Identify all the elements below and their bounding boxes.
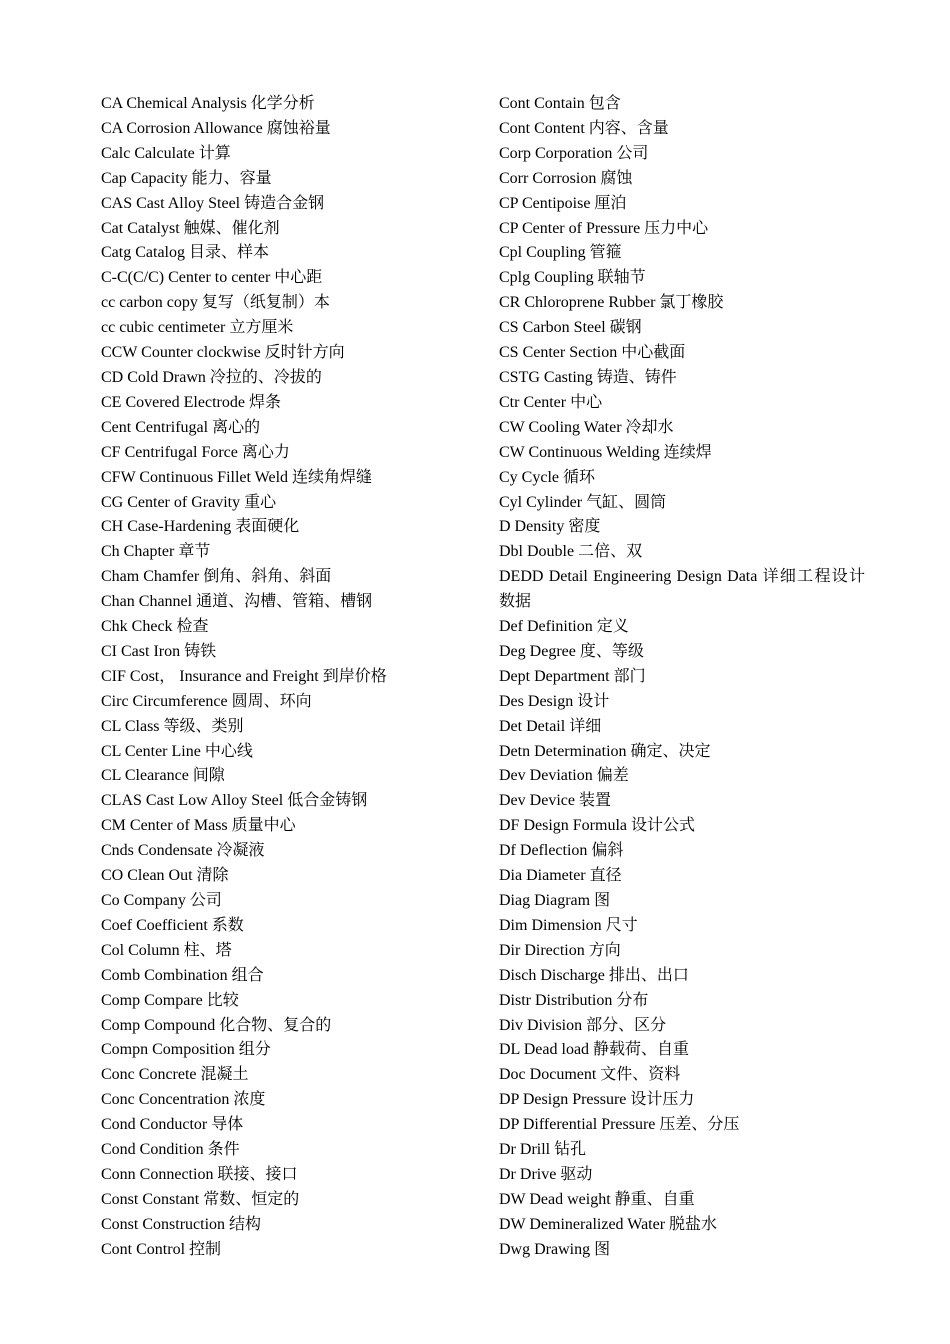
glossary-entry: Cond Conductor 导体 <box>101 1116 244 1134</box>
glossary-entry: Diag Diagram 图 <box>499 892 611 909</box>
glossary-entry: CF Centrifugal Force 离心力 <box>101 443 290 461</box>
glossary-entry: Co Company 公司 <box>101 892 222 909</box>
glossary-entry: Comb Combination 组合 <box>101 966 264 984</box>
glossary-entry: CL Class 等级、类别 <box>101 717 244 735</box>
glossary-entry: Cap Capacity 能力、容量 <box>101 169 272 187</box>
glossary-entry: Cpl Coupling 管箍 <box>499 244 622 262</box>
glossary-entry: Dwg Drawing 图 <box>499 1240 611 1258</box>
glossary-entry: Df Deflection 偏斜 <box>499 842 624 860</box>
glossary-entry: Cplg Coupling 联轴节 <box>499 269 646 287</box>
glossary-entry: CD Cold Drawn 冷拉的、冷拔的 <box>101 368 322 386</box>
glossary-entry: Detn Determination 确定、决定 <box>499 742 711 760</box>
glossary-entry: CE Covered Electrode 焊条 <box>101 393 281 411</box>
glossary-entry: Dia Diameter 直径 <box>499 867 622 885</box>
glossary-entry: CH Case-Hardening 表面硬化 <box>101 518 300 536</box>
glossary-entry: Corr Corrosion 腐蚀 <box>499 169 633 187</box>
glossary-entry: Compn Composition 组分 <box>101 1041 271 1059</box>
glossary-entry: D Density 密度 <box>499 518 601 536</box>
glossary-entry: CA Corrosion Allowance 腐蚀裕量 <box>101 119 331 137</box>
glossary-entry: CLAS Cast Low Alloy Steel 低合金铸钢 <box>101 792 368 810</box>
glossary-entry: Chan Channel 通道、沟槽、管箱、槽钢 <box>101 593 373 611</box>
right-column <box>499 92 865 1263</box>
glossary-entry: Div Division 部分、区分 <box>499 1016 667 1034</box>
glossary-entry: CG Center of Gravity 重心 <box>101 493 277 511</box>
glossary-entry: Const Constant 常数、恒定的 <box>101 1190 300 1208</box>
glossary-entry: DF Design Formula 设计公式 <box>499 817 696 835</box>
glossary-entry: CCW Counter clockwise 反时针方向 <box>101 344 345 362</box>
glossary-entry: DEDD Detail Engineering Design Data 详细工程设计数据 <box>499 568 865 611</box>
glossary-entry: CAS Cast Alloy Steel 铸造合金钢 <box>101 194 325 212</box>
glossary-entry: Cat Catalyst 触媒、催化剂 <box>101 219 280 237</box>
glossary-entry: Dev Deviation 偏差 <box>499 767 629 785</box>
glossary-entry: Dim Dimension 尺寸 <box>499 916 638 934</box>
glossary-entry: CP Centipoise 厘泊 <box>499 194 627 212</box>
glossary-entry: DP Differential Pressure 压差、分压 <box>499 1116 740 1134</box>
glossary-entry: Deg Degree 度、等级 <box>499 642 644 660</box>
glossary-entry: Conc Concentration 浓度 <box>101 1091 266 1109</box>
glossary-entry: cc carbon copy 复写（纸复制）本 <box>101 294 330 312</box>
glossary-entry: CR Chloroprene Rubber 氯丁橡胶 <box>499 294 724 312</box>
glossary-entry: Catg Catalog 目录、样本 <box>101 244 269 262</box>
glossary-entry: Col Column 柱、塔 <box>101 941 232 959</box>
glossary-entry: Dr Drill 钻孔 <box>499 1141 587 1159</box>
glossary-entry: Def Definition 定义 <box>499 618 629 636</box>
glossary-entry: Ctr Center 中心 <box>499 393 603 411</box>
glossary-entry: Dev Device 装置 <box>499 792 611 810</box>
glossary-entry: Dir Direction 方向 <box>499 941 621 959</box>
glossary-entry: CS Carbon Steel 碳钢 <box>499 319 642 337</box>
glossary-entry: Comp Compare 比较 <box>101 991 239 1009</box>
glossary-entry: cc cubic centimeter 立方厘米 <box>101 319 294 337</box>
glossary-entry: Dbl Double 二倍、双 <box>499 543 643 561</box>
glossary-entry: Cnds Condensate 冷凝液 <box>101 842 265 860</box>
glossary-entry: Corp Corporation 公司 <box>499 144 649 162</box>
glossary-entry: Dr Drive 驱动 <box>499 1165 593 1183</box>
glossary-entry: CW Continuous Welding 连续焊 <box>499 443 712 461</box>
glossary-entry: CSTG Casting 铸造、铸件 <box>499 368 677 386</box>
glossary-entry: Dept Department 部门 <box>499 667 646 685</box>
glossary-entry: CL Clearance 间隙 <box>101 767 225 785</box>
glossary-entry: CIF Cost， Insurance and Freight 到岸价格 <box>101 667 387 685</box>
glossary-entry: Conc Concrete 混凝土 <box>101 1066 249 1084</box>
glossary-entry: C-C(C/C) Center to center 中心距 <box>101 269 323 287</box>
glossary-entry: Coef Coefficient 系数 <box>101 916 244 934</box>
glossary-entry: CL Center Line 中心线 <box>101 742 253 760</box>
glossary-entry: Det Detail 详细 <box>499 717 602 735</box>
glossary-entry: CFW Continuous Fillet Weld 连续角焊缝 <box>101 468 373 486</box>
glossary-entry: CP Center of Pressure 压力中心 <box>499 219 709 237</box>
left-column <box>101 92 481 1263</box>
glossary-entry: DP Design Pressure 设计压力 <box>499 1091 695 1109</box>
glossary-entry: CI Cast Iron 铸铁 <box>101 642 217 660</box>
glossary-entry: CM Center of Mass 质量中心 <box>101 817 296 835</box>
glossary-entry: Cont Control 控制 <box>101 1240 222 1258</box>
glossary-entry: Cy Cycle 循环 <box>499 468 595 486</box>
glossary-entry: CS Center Section 中心截面 <box>499 344 686 362</box>
glossary-entry: CA Chemical Analysis 化学分析 <box>101 95 315 112</box>
glossary-entry: Cond Condition 条件 <box>101 1141 240 1159</box>
glossary-entry: Chk Check 检查 <box>101 618 209 636</box>
glossary-entry: Const Construction 结构 <box>101 1215 262 1233</box>
glossary-entry: Des Design 设计 <box>499 692 610 710</box>
glossary-entry: CO Clean Out 清除 <box>101 867 229 885</box>
glossary-entry: Cyl Cylinder 气缸、圆筒 <box>499 493 667 511</box>
glossary-entry: Disch Discharge 排出、出口 <box>499 966 689 984</box>
glossary-entry: Cent Centrifugal 离心的 <box>101 418 261 436</box>
glossary-entry: DW Demineralized Water 脱盐水 <box>499 1215 718 1233</box>
glossary-entry: Distr Distribution 分布 <box>499 991 649 1009</box>
glossary-entry: Doc Document 文件、资料 <box>499 1066 681 1084</box>
glossary-entry: Conn Connection 联接、接口 <box>101 1165 298 1183</box>
glossary-entry: Cont Content 内容、含量 <box>499 119 669 137</box>
glossary-entry: Cont Contain 包含 <box>499 95 621 112</box>
glossary-entry: DW Dead weight 静重、自重 <box>499 1190 695 1208</box>
glossary-entry: Cham Chamfer 倒角、斜角、斜面 <box>101 568 332 586</box>
glossary-entry: CW Cooling Water 冷却水 <box>499 418 674 436</box>
glossary-entry: Calc Calculate 计算 <box>101 144 231 162</box>
glossary-entry: DL Dead load 静载荷、自重 <box>499 1041 690 1059</box>
glossary-entry: Comp Compound 化合物、复合的 <box>101 1016 332 1034</box>
glossary-entry: Ch Chapter 章节 <box>101 543 211 561</box>
glossary-entry: Circ Circumference 圆周、环向 <box>101 692 312 710</box>
